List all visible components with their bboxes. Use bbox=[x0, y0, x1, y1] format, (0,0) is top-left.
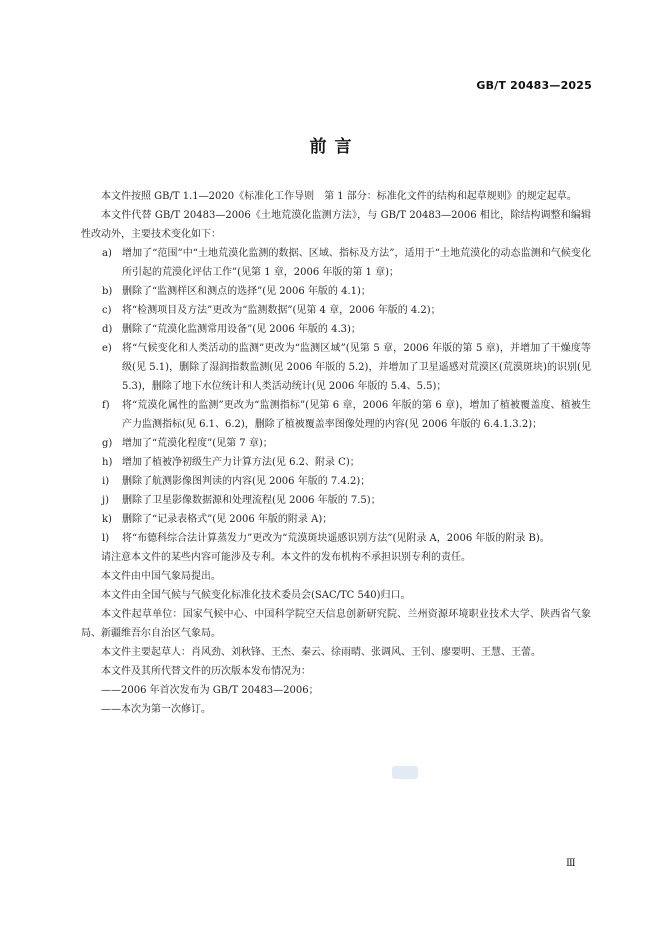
list-item-text: 将“检测项目及方法”更改为“监测数据”(见第 4 章，2006 年版的 4.2)； bbox=[122, 305, 441, 316]
sac-watermark-logo bbox=[392, 766, 418, 779]
list-marker: h) bbox=[102, 457, 113, 468]
drafting-organizations: 本文件起草单位：国家气候中心、中国科学院空天信息创新研究院、兰州资源环境职业技术大学、陕西省气象局、新疆维吾尔自治区气象局。 bbox=[81, 609, 591, 639]
list-item bbox=[81, 396, 591, 434]
list-item-text: 删除了卫星影像数据源和处理流程(见 2006 年版的 7.5)； bbox=[122, 495, 381, 506]
list-marker: b) bbox=[102, 286, 113, 297]
page-title: 前 言 bbox=[309, 137, 353, 157]
list-item-text: 删除了“记录表格式”(见 2006 年版的附录 A)； bbox=[122, 514, 333, 525]
history-item: ——2006 年首次发布为 GB/T 20483—2006； bbox=[101, 685, 319, 696]
list-item bbox=[81, 244, 591, 282]
patent-notice: 请注意本文件的某些内容可能涉及专利。本文件的发布机构不承担识别专利的责任。 bbox=[101, 552, 471, 563]
changes-list bbox=[81, 244, 591, 548]
list-item bbox=[81, 339, 591, 396]
list-marker: a) bbox=[102, 248, 112, 259]
list-marker: g) bbox=[102, 438, 113, 449]
history-item: ——本次为第一次修订。 bbox=[101, 704, 211, 715]
list-item bbox=[81, 434, 591, 453]
list-marker: k) bbox=[102, 514, 112, 525]
list-marker: c) bbox=[102, 305, 112, 316]
list-item-text: 删除了“监测样区和测点的选择”(见 2006 年版的 4.1)； bbox=[122, 286, 371, 297]
list-item-text: 增加了“荒漠化程度”(见第 7 章)； bbox=[122, 438, 273, 449]
list-item-text: 增加了植被净初级生产力计算方法(见 6.2、附录 C)； bbox=[122, 457, 360, 468]
drafters: 本文件主要起草人：肖风劲、刘秋锋、王杰、秦云、徐雨晴、张调风、王钊、廖要明、王慧、王蕾。 bbox=[101, 647, 541, 658]
intro-paragraph: 本文件按照 GB/T 1.1—2020《标准化工作导则 第 1 部分：标准化文件的结构和起草规则》的规定起草。 bbox=[101, 191, 577, 202]
list-item bbox=[81, 301, 591, 320]
list-marker: f) bbox=[102, 400, 110, 411]
standard-number: GB/T 20483—2025 bbox=[476, 79, 592, 92]
list-item bbox=[81, 320, 591, 339]
list-item bbox=[81, 282, 591, 301]
history-intro: 本文件及其所代替文件的历次版本发布情况为： bbox=[101, 666, 311, 677]
list-marker: d) bbox=[102, 324, 113, 335]
intro-paragraph: 本文件代替 GB/T 20483—2006《土地荒漠化监测方法》，与 GB/T 20483—2006 相比，除结构调整和编辑性改动外，主要技术变化如下： bbox=[81, 210, 591, 240]
list-item-text: 将“布德科综合法计算蒸发力”更改为“荒漠斑块遥感识别方法”(见附录 A，2006 年版的附录 B)。 bbox=[122, 533, 550, 544]
list-item-text: 删除了“荒漠化监测常用设备”(见 2006 年版的 4.3)； bbox=[122, 324, 361, 335]
list-item bbox=[81, 510, 591, 529]
proposer-statement: 本文件由中国气象局提出。 bbox=[101, 571, 221, 582]
list-item bbox=[81, 529, 591, 548]
list-item-text: 将“荒漠化属性的监测”更改为“监测指标”(见第 6 章，2006 年版的第 6 章)，增加了植被覆盖度、植被生产力监测指标(见 6.1、6.2)，删除了植被覆盖率图像处理的内容(见 2006 年版的 6.4.1.3.2)； bbox=[122, 400, 591, 430]
list-item-text: 将“气候变化和人类活动的监测”更改为“监测区域”(见第 5 章，2006 年版的第 5 章)，并增加了干燥度等级(见 5.1)，删除了湿润指数监测(见 2006 年版的 5.2)，并增加了卫星遥感对荒漠区(荒漠斑块)的识别(见 5.3)，删除了地下水位统计和人类活动统计(见 2006 年版的 5.4、5.5)； bbox=[122, 343, 591, 392]
list-marker: e) bbox=[102, 343, 112, 354]
list-item bbox=[81, 491, 591, 510]
list-item-text: 增加了“范围”中“土地荒漠化监测的数据、区域、指标及方法”，适用于“土地荒漠化的动态监测和气候变化所引起的荒漠化评估工作”(见第 1 章，2006 年版的第 1 章)； bbox=[122, 248, 591, 278]
list-marker: j) bbox=[102, 495, 110, 506]
committee-statement: 本文件由全国气候与气候变化标准化技术委员会(SAC/TC 540)归口。 bbox=[101, 590, 411, 601]
document-body bbox=[81, 187, 591, 719]
list-marker: l) bbox=[102, 533, 110, 544]
list-item bbox=[81, 453, 591, 472]
list-item bbox=[81, 472, 591, 491]
page-number: Ⅲ bbox=[566, 858, 576, 869]
list-item-text: 删除了航测影像图判读的内容(见 2006 年版的 7.4.2)； bbox=[122, 476, 371, 487]
list-marker: i) bbox=[102, 476, 110, 487]
